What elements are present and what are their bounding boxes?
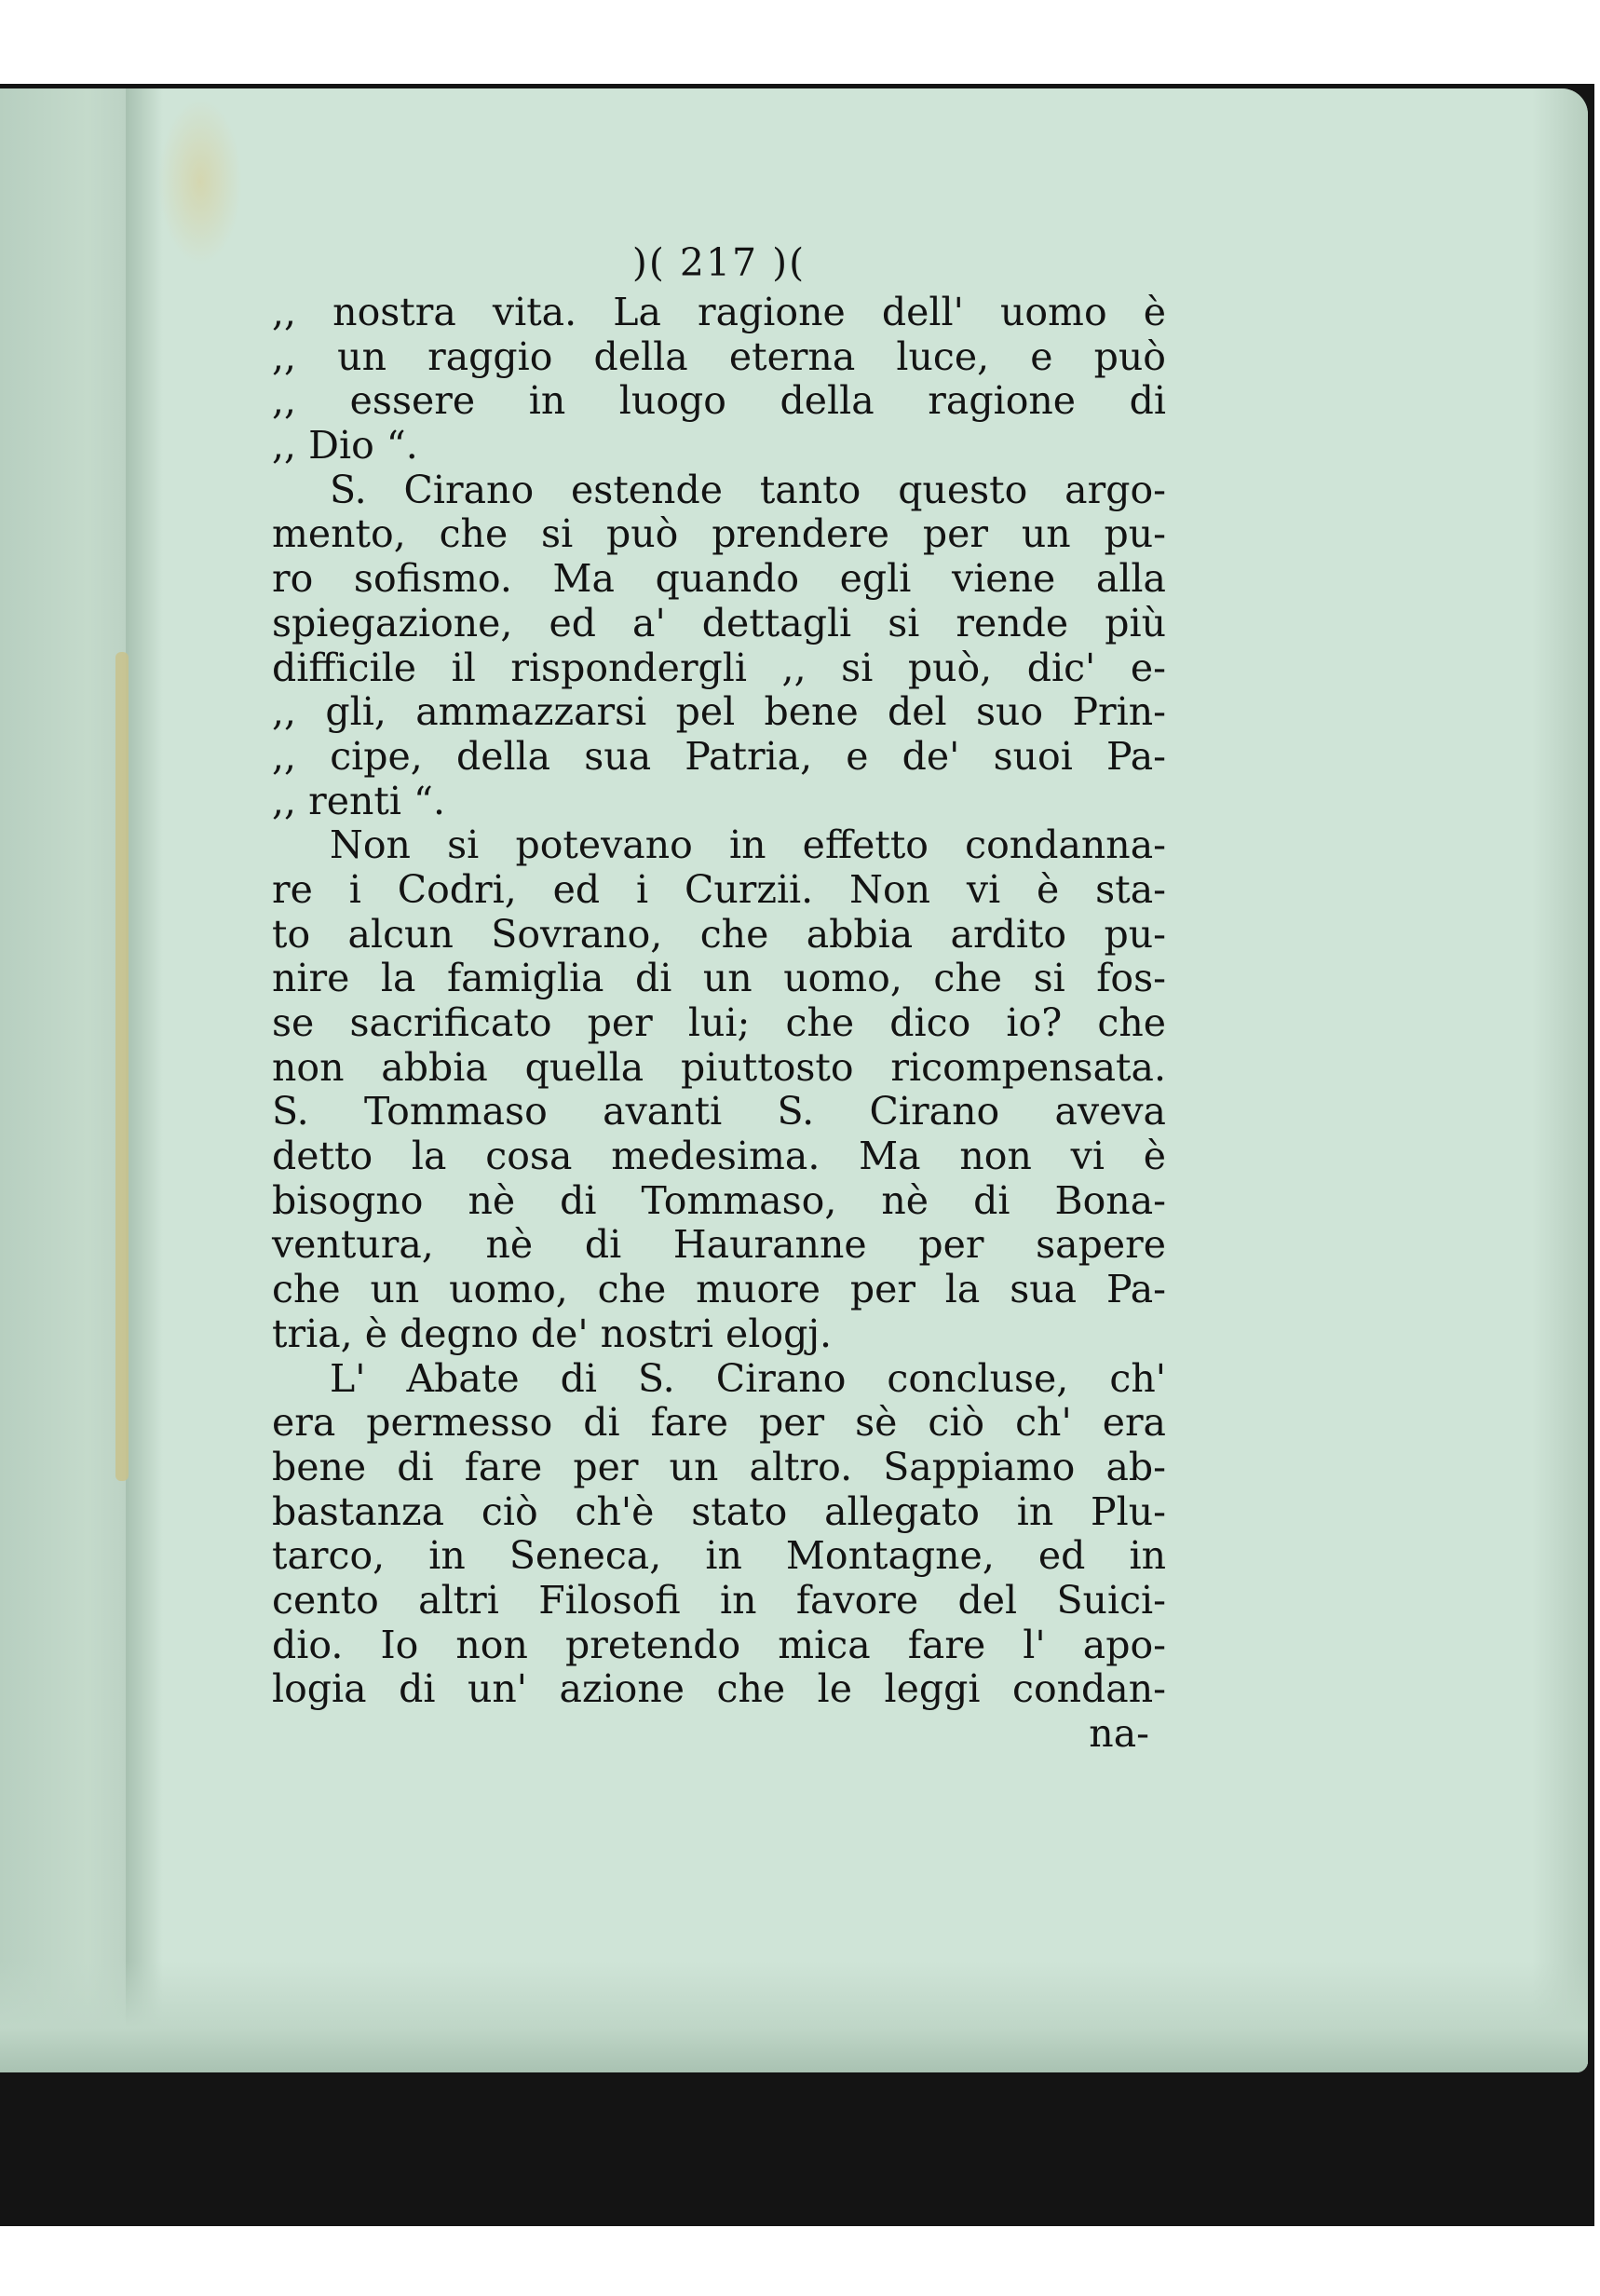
text-line: bastanza ciò ch'è stato allegato in Plu- <box>272 1488 1166 1534</box>
text-line: detto la cosa medesima. Ma non vi è <box>272 1134 1166 1179</box>
text-line: ,, gli, ammazzarsi pel bene del suo Prin- <box>272 689 1166 735</box>
text-line: ro sofismo. Ma quando egli viene alla <box>272 556 1166 602</box>
text-line: L' Abate di S. Cirano concluse, ch' <box>330 1355 1166 1401</box>
right-page-edge <box>1532 88 1588 2072</box>
text-line: era permesso di fare per sè ciò ch' era <box>272 1400 1166 1446</box>
text-line: ,, essere in luogo della ragione di <box>272 378 1166 424</box>
text-line: logia di un' azione che le leggi condan- <box>272 1666 1166 1712</box>
text-line: dio. Io non pretendo mica fare l' apo- <box>272 1622 1166 1667</box>
text-line: S. Cirano estende tanto questo argo- <box>330 467 1166 512</box>
body-text <box>272 291 1166 1712</box>
text-line: S. Tommaso avanti S. Cirano aveva <box>272 1089 1166 1134</box>
text-line: bisogno nè di Tommaso, nè di Bona- <box>272 1177 1166 1223</box>
paper-stain <box>158 98 242 265</box>
text-line: ,, renti “. <box>272 778 445 823</box>
text-line: bene di fare per un altro. Sappiamo ab- <box>272 1444 1166 1489</box>
text-line: ,, cipe, della sua Patria, e de' suoi Pa- <box>272 733 1166 779</box>
text-line: to alcun Sovrano, che abbia ardito pu- <box>272 911 1166 957</box>
text-block <box>272 235 1166 1757</box>
text-line: re i Codri, ed i Curzii. Non vi è sta- <box>272 866 1166 912</box>
text-line: tria, è degno de' nostri elogj. <box>272 1311 833 1356</box>
text-line: se sacrificato per lui; che dico io? che <box>272 1000 1166 1045</box>
text-line: spiegazione, ed a' dettagli si rende più <box>272 600 1166 645</box>
text-line: ,, nostra vita. La ragione dell' uomo è <box>272 290 1166 334</box>
gutter-shadow <box>126 88 163 2072</box>
text-line: non abbia quella piuttosto ricompensata. <box>272 1044 1166 1090</box>
text-line: nire la famiglia di un uomo, che si fos- <box>272 956 1166 1001</box>
text-line: che un uomo, che muore per la sua Pa- <box>272 1267 1166 1312</box>
catchword: na- <box>1089 1711 1149 1756</box>
text-line: ,, un raggio della eterna luce, e può <box>272 333 1166 379</box>
worn-bottom-edge <box>0 1961 1588 2072</box>
text-line: ventura, nè di Hauranne per sapere <box>272 1222 1166 1268</box>
text-line: difficile il rispondergli ,, si può, dic' e- <box>272 645 1166 690</box>
text-line: Non si potevano in effetto condanna- <box>330 822 1166 868</box>
left-leaf-edge <box>0 88 126 2072</box>
binding-stitch <box>115 652 129 1481</box>
page-number-header: )( 217 )( <box>631 240 807 285</box>
text-line: ,, Dio “. <box>272 423 418 469</box>
text-line: tarco, in Seneca, in Montagne, ed in <box>272 1533 1166 1579</box>
text-line: cento altri Filosofi in favore del Suici- <box>272 1577 1166 1623</box>
text-line: mento, che si può prendere per un pu- <box>272 511 1166 557</box>
